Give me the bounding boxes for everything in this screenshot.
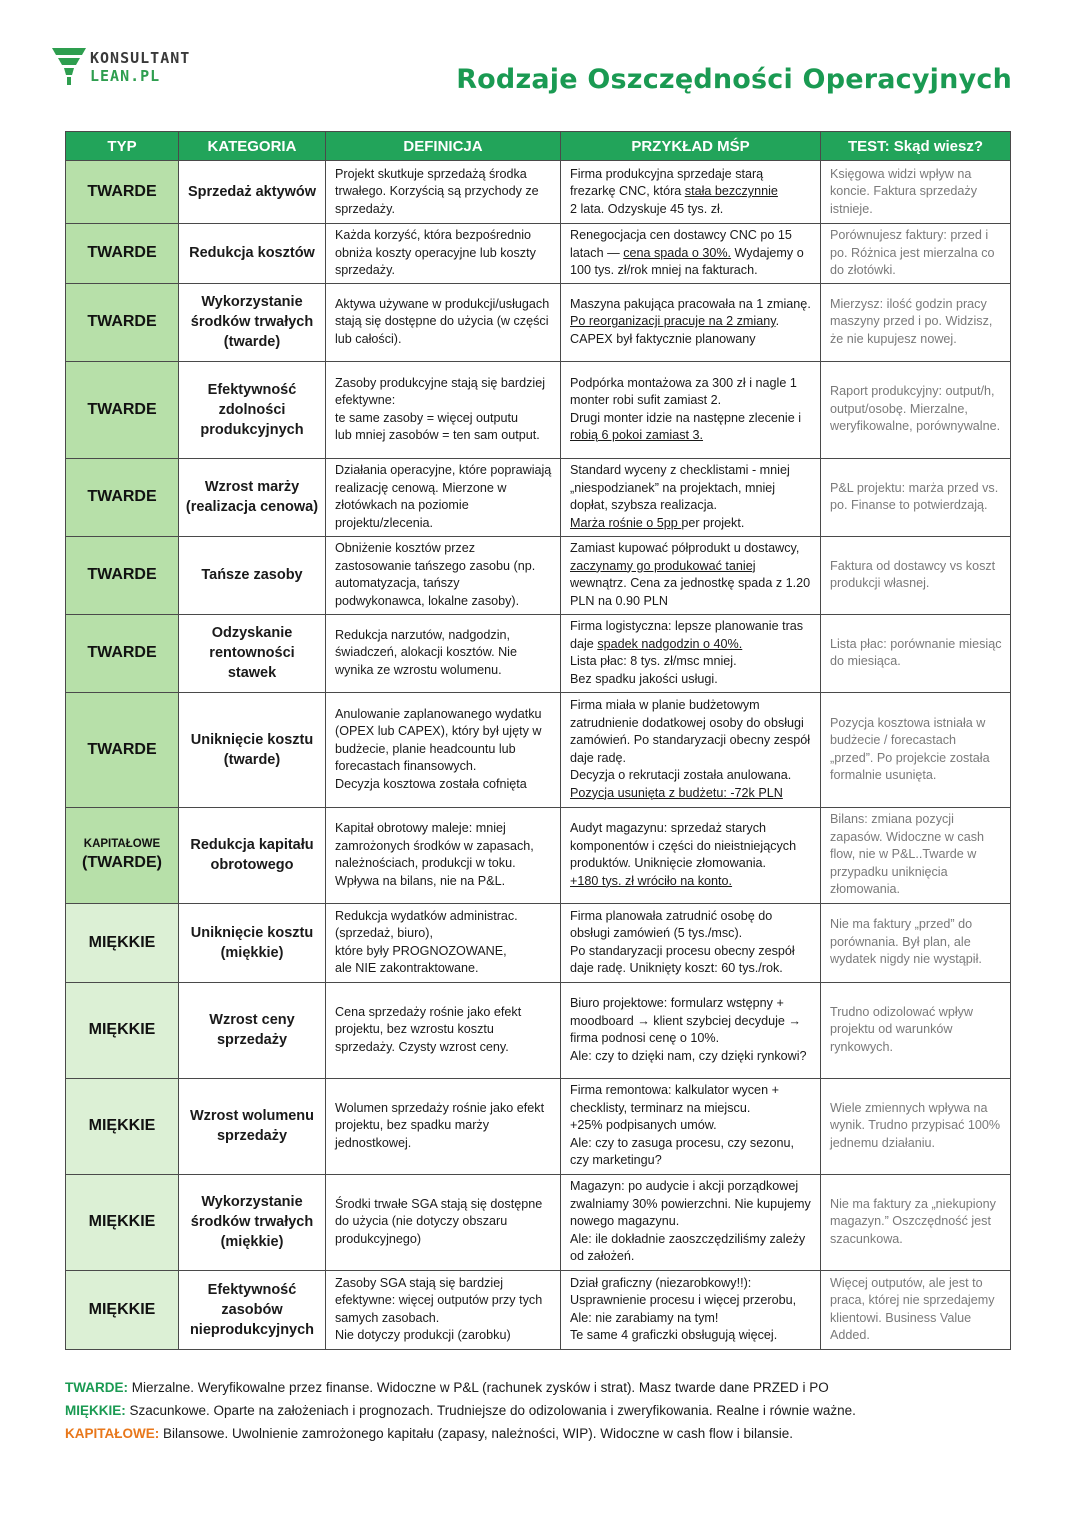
highlighted-result: cena spada o 30%. [623, 245, 732, 260]
cell-test: Mierzysz: ilość godzin pracy maszyny przed i po. Widzisz, że nie kupujesz nowej. [821, 283, 1011, 361]
cell-test: Pozycja kosztowa istniała w budżecie / forecastach „przed”. Po projekcie została formalnie usunięta. [821, 692, 1011, 807]
highlighted-result: +180 tys. zł wróciło na konto. [570, 873, 733, 888]
highlighted-result: robią 6 pokoi zamiast 3. [570, 428, 704, 442]
cell-typ: MIĘKKIE [66, 982, 179, 1078]
typ-sublabel: (TWARDE) [82, 853, 162, 871]
example-text: Lista płac: 8 tys. zł/msc mniej. Bez spadku jakości usługi. [570, 654, 737, 686]
cell-kategoria: Sprzedaż aktywów [179, 161, 326, 224]
column-header-test: TEST: Skąd wiesz? [821, 132, 1011, 161]
cell-definicja: Anulowanie zaplanowanego wydatku (OPEX lub CAPEX), który był ujęty w budżecie, planie headcountu lub forecastach finansowych. Decyzja kosztowa została cofnięta [326, 692, 561, 807]
cell-przyklad [561, 361, 821, 458]
example-text: Dział graficzny (niezarobkowy!!): Usprawnienie procesu i więcej przerobu, Ale: nie zarabiamy na tym! Te same 4 graficzki obsługują więcej. [570, 1275, 797, 1342]
cell-kategoria: Efektywność zasobów nieprodukcyjnych [179, 1270, 326, 1349]
table-row [66, 536, 1011, 614]
cell-test: Bilans: zmiana pozycji zapasów. Widoczne w cash flow, nie w P&L..Twarde w przypadku uniknięcia złomowania. [821, 807, 1011, 903]
example-text: Firma produkcyjna sprzedaje starą frezarkę CNC, która [570, 166, 764, 199]
highlighted-result: spadek nadgodzin o 40%. [597, 636, 743, 651]
table-row [66, 224, 1011, 284]
cell-typ: TWARDE [66, 224, 179, 284]
logo-text-top: KONSULTANT [90, 49, 191, 67]
column-header-definicja: DEFINICJA [326, 132, 561, 161]
example-text: Zamiast kupować półprodukt u dostawcy, [570, 541, 800, 555]
cell-definicja: Środki trwałe SGA stają się dostępne do użycia (nie dotyczy obszaru produkcyjnego) [326, 1174, 561, 1270]
funnel-logo-icon [52, 44, 88, 88]
cell-definicja: Cena sprzedaży rośnie jako efekt projektu, bez wzrostu kosztu sprzedaży. Czysty wzrost ceny. [326, 982, 561, 1078]
table-row [66, 982, 1011, 1078]
example-text: per projekt. [681, 515, 745, 530]
cell-typ: MIĘKKIE [66, 1078, 179, 1174]
page-title: Rodzaje Oszczędności Operacyjnych [456, 64, 1012, 95]
cell-definicja: Kapitał obrotowy maleje: mniej zamrożonych środków w zapasach, należnościach, produkcji w toku. Wpływa na bilans, nie na P&L. [326, 807, 561, 903]
cell-typ: TWARDE [66, 536, 179, 614]
highlighted-result: Pozycja usunięta z budżetu: -72k PLN [570, 785, 783, 800]
cell-definicja: Wolumen sprzedaży rośnie jako efekt projektu, bez spadku marży jednostkowej. [326, 1078, 561, 1174]
example-text: wewnątrz. Cena za jednostkę spada z 1.20 PLN na 0.90 PLN [570, 576, 811, 608]
table-header-row [66, 132, 1011, 161]
legend-key: KAPITAŁOWE: [65, 1426, 160, 1441]
cell-test: Księgowa widzi wpływ na koncie. Faktura sprzedaży istnieje. [821, 161, 1011, 224]
cell-typ: TWARDE [66, 458, 179, 536]
cell-test: Wiele zmiennych wpływa na wynik. Trudno przypisać 100% jednemu działaniu. [821, 1078, 1011, 1174]
cell-typ: TWARDE [66, 283, 179, 361]
example-text: . CAPEX był faktycznie planowany [570, 314, 780, 346]
highlighted-result: zaczynamy go produkować taniej [570, 558, 756, 573]
cell-kategoria: Redukcja kosztów [179, 224, 326, 284]
cell-przyklad [561, 614, 821, 692]
cell-definicja: Aktywa używane w produkcji/usługach stają się dostępne do użycia (w części lub całości). [326, 283, 561, 361]
example-text: Wydajemy o 100 tys. zł/rok mniej na fakturach. [570, 245, 804, 277]
table-row [66, 1078, 1011, 1174]
legend [65, 1376, 1025, 1445]
cell-test: Trudno odizolować wpływ projektu od warunków rynkowych. [821, 982, 1011, 1078]
cell-definicja: Projekt skutkuje sprzedażą środka trwałego. Korzyścią są przychody ze sprzedaży. [326, 161, 561, 224]
cell-test: Nie ma faktury za „niekupiony magazyn.” Oszczędność jest szacunkowa. [821, 1174, 1011, 1270]
page-header [52, 40, 1012, 110]
cell-definicja: Każda korzyść, która bezpośrednio obniża koszty operacyjne lub koszty sprzedaży. [326, 224, 561, 284]
cell-test: Porównujesz faktury: przed i po. Różnica jest mierzalna co do złotówki. [821, 224, 1011, 284]
cell-definicja: Zasoby SGA stają się bardziej efektywne: więcej outputów przy tych samych zasobach. Nie dotyczy produkcji (zarobku) [326, 1270, 561, 1349]
example-text: Firma planowała zatrudnić osobę do obsługi zamówień (5 tys./msc). Po standaryzacji procesu obecny zespół daje radę. Uniknięty koszt: 60 tys./rok. [570, 908, 795, 975]
legend-text: Szacunkowe. Oparte na założeniach i prognozach. Trudniejsze do odizolowania i zweryfikowania. Realne i równie ważne. [125, 1403, 856, 1418]
cell-kategoria: Efektywność zdolności produkcyjnych [179, 361, 326, 458]
column-header-przyklad: PRZYKŁAD MŚP [561, 132, 821, 161]
cell-test: Więcej outputów, ale jest to praca, której nie sprzedajemy klientowi. Business Value Added. [821, 1270, 1011, 1349]
cell-przyklad [561, 161, 821, 224]
column-header-typ: TYP [66, 132, 179, 161]
cell-definicja: Działania operacyjne, które poprawiają realizację cenową. Mierzone w złotówkach na poziomie projektu/zlecenia. [326, 458, 561, 536]
logo-text-bottom: LEAN.PL [90, 67, 161, 85]
legend-row-miekkie [65, 1399, 1025, 1422]
cell-kategoria: Wzrost wolumenu sprzedaży [179, 1078, 326, 1174]
cell-test: Nie ma faktury „przed” do porównania. Był plan, ale wydatek nigdy nie wystąpił. [821, 903, 1011, 982]
example-text: Firma logistyczna: lepsze planowanie tras daje [570, 619, 804, 651]
cell-przyklad [561, 982, 821, 1078]
cell-definicja: Redukcja narzutów, nadgodzin, świadczeń, alokacji kosztów. Nie wynika ze wzrostu wolumenu. [326, 614, 561, 692]
cell-typ: MIĘKKIE [66, 903, 179, 982]
highlighted-result: stała bezczynnie [684, 184, 778, 199]
table-row [66, 1270, 1011, 1349]
cell-przyklad [561, 903, 821, 982]
example-text: Podpórka montażowa za 300 zł i nagle 1 monter robi sufit zamiast 2. Drugi monter idzie na następne zlecenie i [570, 375, 802, 425]
table-row [66, 692, 1011, 807]
cell-przyklad [561, 1174, 821, 1270]
highlighted-result: Po reorganizacji pracuje na 2 zmiany [570, 314, 776, 329]
cell-test: P&L projektu: marża przed vs. po. Finanse to potwierdzają. [821, 458, 1011, 536]
cell-test: Faktura od dostawcy vs koszt produkcji własnej. [821, 536, 1011, 614]
example-text: 2 lata. Odzyskuje 45 tys. zł. [570, 201, 724, 216]
example-text: Magazyn: po audycie i akcji porządkowej zwalniamy 30% powierzchni. Nie kupujemy nowego magazynu. Ale: ile dokładnie zaoszczędziliśmy zależy od założeń. [570, 1179, 811, 1264]
cell-przyklad [561, 283, 821, 361]
cell-definicja: Zasoby produkcyjne stają się bardziej efektywne: te same zasoby = więcej outputu lub mniej zasobów = ten sam output. [326, 361, 561, 458]
cell-definicja: Redukcja wydatków administrac. (sprzedaż, biuro), które były PROGNOZOWANE, ale NIE zakontraktowane. [326, 903, 561, 982]
typ-label: KAPITAŁOWE [83, 837, 161, 850]
cell-przyklad [561, 1270, 821, 1349]
cell-definicja: Obniżenie kosztów przez zastosowanie tańszego zasobu (np. automatyzacja, tańszy podwykonawca, lokalne zasoby). [326, 536, 561, 614]
table-row [66, 1174, 1011, 1270]
cell-przyklad [561, 1078, 821, 1174]
highlighted-result: Marża rośnie o 5pp [570, 515, 682, 530]
cell-kategoria: Uniknięcie kosztu (miękkie) [179, 903, 326, 982]
cell-typ: TWARDE [66, 692, 179, 807]
cell-typ: MIĘKKIE [66, 1174, 179, 1270]
legend-key: MIĘKKIE: [65, 1403, 126, 1418]
cell-typ: TWARDE [66, 614, 179, 692]
legend-row-kapitalowe [65, 1422, 1025, 1445]
cell-typ: TWARDE [66, 361, 179, 458]
column-header-kategoria: KATEGORIA [179, 132, 326, 161]
cell-kategoria: Wzrost ceny sprzedaży [179, 982, 326, 1078]
table-row [66, 361, 1011, 458]
cell-test: Raport produkcyjny: output/h, output/osobę. Mierzalne, weryfikowalne, porównywalne. [821, 361, 1011, 458]
cell-kategoria: Wykorzystanie środków trwałych (twarde) [179, 283, 326, 361]
cell-typ: TWARDE [66, 161, 179, 224]
cell-test: Lista płac: porównanie miesiąc do miesiąca. [821, 614, 1011, 692]
table-row [66, 458, 1011, 536]
cell-kategoria: Odzyskanie rentowności stawek [179, 614, 326, 692]
table-row [66, 161, 1011, 224]
legend-text: Bilansowe. Uwolnienie zamrożonego kapitału (zapasy, należności, WIP). Widoczne w cash flow i bilansie. [159, 1426, 794, 1441]
legend-text: Mierzalne. Weryfikowalne przez finanse. Widoczne w P&L (rachunek zysków i strat). Masz twarde dane PRZED i PO [128, 1380, 829, 1395]
cell-typ: MIĘKKIE [66, 1270, 179, 1349]
cell-kategoria: Wykorzystanie środków trwałych (miękkie) [179, 1174, 326, 1270]
legend-row-twarde [65, 1376, 1025, 1399]
cell-przyklad [561, 536, 821, 614]
example-text: Audyt magazynu: sprzedaż starych komponentów i części do nieistniejących produktów. Uniknięcie złomowania. [570, 821, 797, 870]
table-row [66, 283, 1011, 361]
cell-przyklad [561, 458, 821, 536]
table-row [66, 614, 1011, 692]
table-row [66, 903, 1011, 982]
legend-key: TWARDE: [65, 1380, 128, 1395]
example-text: Firma remontowa: kalkulator wycen + checklisty, terminarz na miejscu. +25% podpisanych umów. Ale: czy to zasuga procesu, czy sezonu, czy marketingu? [570, 1083, 795, 1168]
cell-kategoria: Redukcja kapitału obrotowego [179, 807, 326, 903]
savings-table [65, 131, 1011, 1350]
example-text: Maszyna pakująca pracowała na 1 zmianę. [570, 296, 811, 311]
table-row [66, 807, 1011, 903]
example-text: Standard wyceny z checklistami - mniej „niespodzianek” na projektach, mniej dopłat, szybsza realizacja. [570, 463, 790, 512]
example-text: Biuro projektowe: formularz wstępny + moodboard → klient szybciej decyduje → firma podnosi cenę o 10%. Ale: czy to dzięki nam, czy dzięki rynkowi? [570, 996, 807, 1063]
cell-kategoria: Uniknięcie kosztu (twarde) [179, 692, 326, 807]
cell-przyklad [561, 807, 821, 903]
cell-kategoria: Tańsze zasoby [179, 536, 326, 614]
cell-przyklad [561, 224, 821, 284]
logo [52, 44, 252, 90]
example-text: Renegocjacja cen dostawcy CNC po 15 latach — [570, 228, 792, 260]
cell-kategoria: Wzrost marży (realizacja cenowa) [179, 458, 326, 536]
cell-przyklad [561, 692, 821, 807]
cell-typ [66, 807, 179, 903]
example-text: Firma miała w planie budżetowym zatrudnienie dodatkowej osoby do obsługi zamówień. Po standaryzacji obecny zespół daje radę. Decyzja o rekrutacji została anulowana. [570, 698, 811, 782]
